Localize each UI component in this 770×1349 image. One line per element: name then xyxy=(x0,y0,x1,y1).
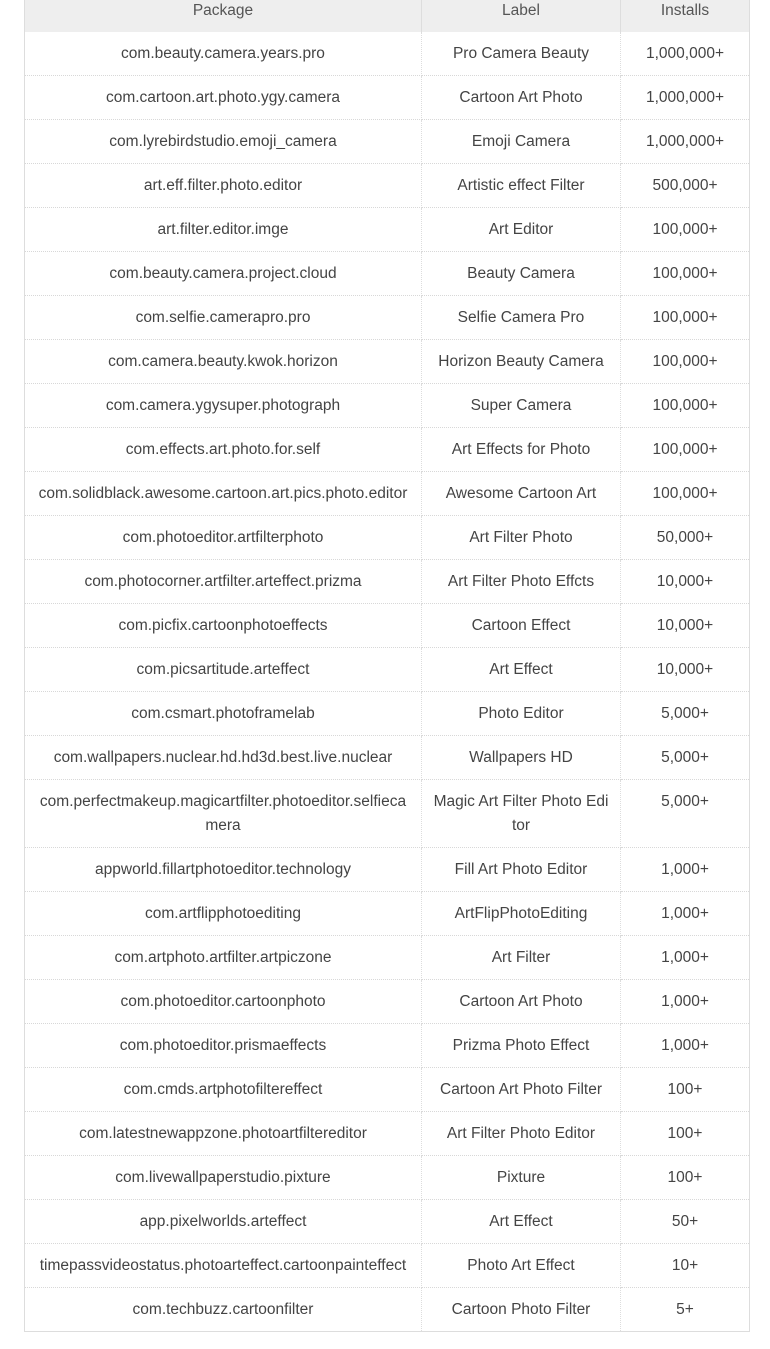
table-row xyxy=(25,1288,750,1332)
installs-cell: 10,000+ xyxy=(621,648,750,692)
table-row xyxy=(25,164,750,208)
table-row xyxy=(25,1068,750,1112)
package-cell: com.effects.art.photo.for.self xyxy=(25,428,422,472)
table-row xyxy=(25,384,750,428)
table-row xyxy=(25,604,750,648)
table-header-row xyxy=(25,0,750,32)
installs-cell: 500,000+ xyxy=(621,164,750,208)
column-header-installs: Installs xyxy=(621,0,750,32)
label-cell: Art Filter Photo xyxy=(422,516,621,560)
installs-cell: 100,000+ xyxy=(621,384,750,428)
package-cell: com.artflipphotoediting xyxy=(25,892,422,936)
label-cell: Cartoon Art Photo xyxy=(422,980,621,1024)
table-row xyxy=(25,252,750,296)
package-cell: com.artphoto.artfilter.artpiczone xyxy=(25,936,422,980)
table-row xyxy=(25,516,750,560)
installs-cell: 5,000+ xyxy=(621,736,750,780)
table-row xyxy=(25,980,750,1024)
label-cell: Emoji Camera xyxy=(422,120,621,164)
package-cell: com.photoeditor.cartoonphoto xyxy=(25,980,422,1024)
installs-cell: 5,000+ xyxy=(621,780,750,848)
label-cell: Art Effect xyxy=(422,1200,621,1244)
package-cell: com.perfectmakeup.magicartfilter.photoeditor.selfiecamera xyxy=(25,780,422,848)
column-header-package: Package xyxy=(25,0,422,32)
table-row xyxy=(25,1244,750,1288)
table-row xyxy=(25,120,750,164)
label-cell: ArtFlipPhotoEditing xyxy=(422,892,621,936)
label-cell: Art Filter Photo Effcts xyxy=(422,560,621,604)
table-row xyxy=(25,472,750,516)
package-cell: com.latestnewappzone.photoartfiltereditor xyxy=(25,1112,422,1156)
label-cell: Pixture xyxy=(422,1156,621,1200)
label-cell: Horizon Beauty Camera xyxy=(422,340,621,384)
package-cell: com.camera.ygysuper.photograph xyxy=(25,384,422,428)
table-row xyxy=(25,936,750,980)
label-cell: Magic Art Filter Photo Editor xyxy=(422,780,621,848)
table-row xyxy=(25,848,750,892)
table-row xyxy=(25,428,750,472)
label-cell: Artistic effect Filter xyxy=(422,164,621,208)
label-cell: Super Camera xyxy=(422,384,621,428)
package-cell: com.cartoon.art.photo.ygy.camera xyxy=(25,76,422,120)
label-cell: Wallpapers HD xyxy=(422,736,621,780)
label-cell: Pro Camera Beauty xyxy=(422,32,621,76)
installs-cell: 100,000+ xyxy=(621,252,750,296)
installs-cell: 100,000+ xyxy=(621,428,750,472)
table-row xyxy=(25,1024,750,1068)
package-cell: art.filter.editor.imge xyxy=(25,208,422,252)
installs-cell: 100,000+ xyxy=(621,340,750,384)
installs-cell: 100,000+ xyxy=(621,472,750,516)
table-row xyxy=(25,736,750,780)
column-header-label: Label xyxy=(422,0,621,32)
apps-table-container xyxy=(24,0,749,1332)
table-row xyxy=(25,340,750,384)
label-cell: Selfie Camera Pro xyxy=(422,296,621,340)
installs-cell: 10,000+ xyxy=(621,560,750,604)
installs-cell: 5+ xyxy=(621,1288,750,1332)
table-row xyxy=(25,1156,750,1200)
table-row xyxy=(25,32,750,76)
label-cell: Art Effect xyxy=(422,648,621,692)
package-cell: com.techbuzz.cartoonfilter xyxy=(25,1288,422,1332)
installs-cell: 100+ xyxy=(621,1068,750,1112)
package-cell: appworld.fillartphotoeditor.technology xyxy=(25,848,422,892)
table-row xyxy=(25,208,750,252)
package-cell: com.livewallpaperstudio.pixture xyxy=(25,1156,422,1200)
installs-cell: 1,000,000+ xyxy=(621,32,750,76)
installs-cell: 1,000+ xyxy=(621,936,750,980)
package-cell: timepassvideostatus.photoarteffect.cartoonpainteffect xyxy=(25,1244,422,1288)
installs-cell: 100+ xyxy=(621,1112,750,1156)
installs-cell: 5,000+ xyxy=(621,692,750,736)
installs-cell: 1,000+ xyxy=(621,848,750,892)
package-cell: com.picsartitude.arteffect xyxy=(25,648,422,692)
label-cell: Cartoon Art Photo xyxy=(422,76,621,120)
package-cell: com.selfie.camerapro.pro xyxy=(25,296,422,340)
package-cell: com.lyrebirdstudio.emoji_camera xyxy=(25,120,422,164)
package-cell: app.pixelworlds.arteffect xyxy=(25,1200,422,1244)
label-cell: Cartoon Effect xyxy=(422,604,621,648)
installs-cell: 1,000+ xyxy=(621,892,750,936)
label-cell: Art Filter xyxy=(422,936,621,980)
package-cell: art.eff.filter.photo.editor xyxy=(25,164,422,208)
installs-cell: 1,000,000+ xyxy=(621,120,750,164)
installs-cell: 10,000+ xyxy=(621,604,750,648)
package-cell: com.beauty.camera.project.cloud xyxy=(25,252,422,296)
package-cell: com.photocorner.artfilter.arteffect.prizma xyxy=(25,560,422,604)
package-cell: com.photoeditor.prismaeffects xyxy=(25,1024,422,1068)
table-row xyxy=(25,560,750,604)
label-cell: Prizma Photo Effect xyxy=(422,1024,621,1068)
installs-cell: 50,000+ xyxy=(621,516,750,560)
installs-cell: 1,000,000+ xyxy=(621,76,750,120)
installs-cell: 100,000+ xyxy=(621,208,750,252)
installs-cell: 50+ xyxy=(621,1200,750,1244)
table-row xyxy=(25,892,750,936)
package-cell: com.csmart.photoframelab xyxy=(25,692,422,736)
package-cell: com.picfix.cartoonphotoeffects xyxy=(25,604,422,648)
package-cell: com.solidblack.awesome.cartoon.art.pics.photo.editor xyxy=(25,472,422,516)
label-cell: Cartoon Photo Filter xyxy=(422,1288,621,1332)
label-cell: Fill Art Photo Editor xyxy=(422,848,621,892)
package-cell: com.cmds.artphotofiltereffect xyxy=(25,1068,422,1112)
label-cell: Art Editor xyxy=(422,208,621,252)
table-row xyxy=(25,780,750,848)
label-cell: Cartoon Art Photo Filter xyxy=(422,1068,621,1112)
package-cell: com.photoeditor.artfilterphoto xyxy=(25,516,422,560)
table-row xyxy=(25,1200,750,1244)
table-row xyxy=(25,1112,750,1156)
package-cell: com.camera.beauty.kwok.horizon xyxy=(25,340,422,384)
installs-cell: 10+ xyxy=(621,1244,750,1288)
table-row xyxy=(25,296,750,340)
label-cell: Art Filter Photo Editor xyxy=(422,1112,621,1156)
installs-cell: 100,000+ xyxy=(621,296,750,340)
installs-cell: 1,000+ xyxy=(621,980,750,1024)
apps-table xyxy=(24,0,750,1332)
label-cell: Awesome Cartoon Art xyxy=(422,472,621,516)
label-cell: Art Effects for Photo xyxy=(422,428,621,472)
package-cell: com.beauty.camera.years.pro xyxy=(25,32,422,76)
table-row xyxy=(25,692,750,736)
label-cell: Beauty Camera xyxy=(422,252,621,296)
installs-cell: 1,000+ xyxy=(621,1024,750,1068)
table-row xyxy=(25,76,750,120)
label-cell: Photo Art Effect xyxy=(422,1244,621,1288)
table-row xyxy=(25,648,750,692)
installs-cell: 100+ xyxy=(621,1156,750,1200)
label-cell: Photo Editor xyxy=(422,692,621,736)
package-cell: com.wallpapers.nuclear.hd.hd3d.best.live.nuclear xyxy=(25,736,422,780)
